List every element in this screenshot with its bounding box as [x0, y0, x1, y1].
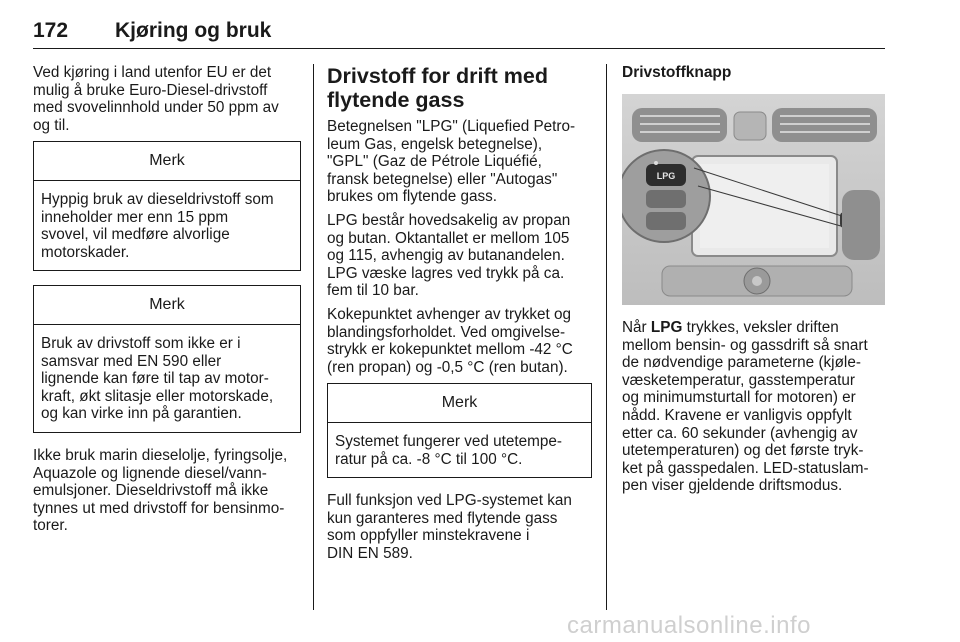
- lpg-bold-text: LPG: [650, 319, 683, 336]
- text-line: Ikke bruk marin dieselolje, fyringsolje,: [33, 446, 288, 464]
- note-body: [34, 325, 300, 432]
- text-line: med svovelinnhold under 50 ppm av: [33, 99, 279, 117]
- text-line: tynnes ut med drivstoff for bensinmo-: [33, 499, 285, 517]
- text-line: nådd. Kravene er vanligvis oppfylt: [622, 406, 852, 424]
- text-line: pen viser gjeldende driftsmodus.: [622, 477, 843, 495]
- text-line: og 115, avhengig av butanandelen.: [327, 247, 565, 265]
- note-box: [327, 383, 592, 478]
- text-line: LPG væske lagres ved trykk på ca.: [327, 264, 565, 282]
- text-line: og til.: [33, 116, 70, 134]
- text-line: væsketemperatur, gasstemperatur: [622, 371, 855, 389]
- lpg-button-label: LPG: [656, 171, 676, 181]
- text-line: Aquazole og lignende diesel/vann-: [33, 464, 267, 482]
- note-box: [33, 285, 301, 433]
- text-line: emulsjoner. Dieseldrivstoff må ikke: [33, 482, 269, 500]
- heading-line: Drivstoff for drift med: [327, 64, 548, 88]
- text-fragment: Når: [622, 319, 651, 336]
- dashboard-illustration: [622, 94, 885, 305]
- text-line: mellom bensin- og gassdrift så snart: [622, 336, 868, 354]
- column-3: [622, 64, 885, 501]
- outro-paragraph: [33, 447, 301, 535]
- text-line: ratur på ca. -8 °C til 100 °C.: [335, 450, 523, 468]
- text-line: torer.: [33, 517, 68, 535]
- paragraph: [327, 492, 592, 562]
- text-line: og minimumsturtall for motoren) er: [622, 389, 856, 407]
- text-line: DIN EN 589.: [327, 544, 413, 562]
- text-line: svovel, vil medføre alvorlige: [41, 226, 230, 244]
- text-line: "GPL" (Gaz de Pétrole Liquéfié,: [327, 153, 542, 171]
- text-line: som oppfyller minstekravene i: [327, 527, 530, 545]
- text-line: Bruk av drivstoff som ikke er i: [41, 334, 241, 352]
- page-number: 172: [33, 19, 69, 42]
- note-title: Merk: [328, 384, 591, 423]
- text-line: fransk betegnelse) eller "Autogas": [327, 170, 558, 188]
- paragraph: [327, 306, 592, 376]
- watermark: carmanualsonline.info: [567, 612, 811, 639]
- text-line: Kokepunktet avhenger av trykket og: [327, 305, 572, 323]
- page-header: [33, 18, 885, 49]
- text-line: samsvar med EN 590 eller: [41, 352, 222, 370]
- note-body: [328, 423, 591, 477]
- note-body: [34, 181, 300, 270]
- text-line: Systemet fungerer ved utetempe-: [335, 432, 563, 450]
- text-line: motorskader.: [41, 243, 130, 261]
- text-line: og kan virke inn på garantien.: [41, 405, 242, 423]
- text-line: ket på gasspedalen. LED-statuslam-: [622, 459, 869, 477]
- column-2: [327, 64, 592, 568]
- text-line: blandingsforholdet. Ved omgivelse-: [327, 323, 566, 341]
- text-line: (ren propan) og -0,5 °C (ren butan).: [327, 358, 568, 376]
- text-line: mulig å bruke Euro-Diesel-drivstoff: [33, 81, 268, 99]
- text-line: leum Gas, engelsk betegnelse),: [327, 135, 543, 153]
- chapter-title: Kjøring og bruk: [115, 19, 272, 42]
- text-line: brukes om flytende gass.: [327, 188, 498, 206]
- paragraph: [327, 118, 592, 206]
- paragraph: [327, 212, 592, 300]
- column-divider: [606, 64, 607, 610]
- section-heading: Drivstoffknapp: [622, 64, 732, 81]
- note-title: Merk: [34, 142, 300, 181]
- dashboard-photo: [622, 94, 885, 305]
- text-line: inneholder mer enn 15 ppm: [41, 208, 229, 226]
- heading-line: flytende gass: [327, 88, 465, 112]
- section-heading: [327, 64, 592, 112]
- note-title: Merk: [34, 286, 300, 325]
- text-fragment: trykkes, veksler driften: [682, 319, 839, 336]
- paragraph: [622, 319, 885, 495]
- note-box: [33, 141, 301, 271]
- column-1: [33, 64, 301, 541]
- text-line: utetemperaturen) og det første tryk-: [622, 442, 864, 460]
- text-line: fem til 10 bar.: [327, 282, 419, 300]
- text-line: LPG består hovedsakelig av propan: [327, 211, 571, 229]
- text-line: de nødvendige parameterne (kjøle-: [622, 354, 861, 372]
- text-line: lignende kan føre til tap av motor-: [41, 370, 269, 388]
- text-line: strykk er kokepunktet mellom -42 °C: [327, 341, 573, 359]
- text-line: Betegnelsen "LPG" (Liquefied Petro-: [327, 118, 576, 135]
- text-line: [622, 319, 885, 337]
- intro-paragraph: [33, 64, 301, 134]
- text-line: kun garanteres med flytende gass: [327, 509, 558, 527]
- text-line: etter ca. 60 sekunder (avhengig av: [622, 424, 858, 442]
- column-divider: [313, 64, 314, 610]
- text-line: Hyppig bruk av dieseldrivstoff som: [41, 190, 274, 208]
- text-line: og butan. Oktantallet er mellom 105: [327, 229, 570, 247]
- text-line: Ved kjøring i land utenfor EU er det: [33, 64, 272, 81]
- text-line: Full funksjon ved LPG-systemet kan: [327, 492, 572, 510]
- text-line: kraft, økt slitasje eller motorskade,: [41, 387, 274, 405]
